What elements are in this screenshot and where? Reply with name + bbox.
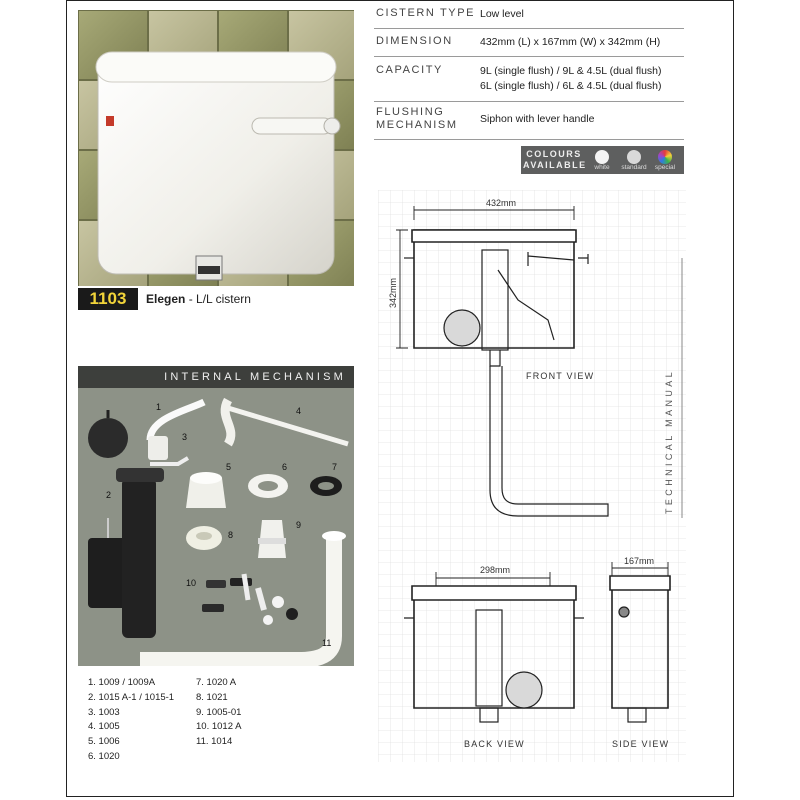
front-view-label: FRONT VIEW: [526, 371, 595, 381]
swatch-white: [595, 150, 609, 164]
mechanism-parts-illustration: [78, 388, 354, 666]
spec-value: 432mm (L) x 167mm (W) x 342mm (H): [480, 36, 661, 48]
part-item: 4. 1005: [88, 721, 120, 733]
technical-manual-text: TECHNICAL MANUAL: [664, 368, 674, 514]
part-item: 10. 1012 A: [196, 721, 242, 733]
callout-number: 11: [322, 638, 332, 648]
product-name: Elegen: [146, 292, 186, 306]
dim-height-label: 342mm: [388, 277, 398, 308]
spec-divider: [374, 139, 684, 140]
spec-label: CAPACITY: [376, 64, 443, 76]
colours-label: [523, 149, 585, 171]
part-item: 7. 1020 A: [196, 677, 237, 688]
swatch-special: [658, 150, 672, 164]
colours-available-panel: [521, 146, 684, 174]
technical-drawing: [378, 190, 686, 762]
part-item: 9. 1005-01: [196, 706, 242, 718]
parts-list-right: [196, 676, 241, 750]
callout-number: 10: [186, 578, 197, 588]
callout-number: 3: [182, 432, 188, 442]
spec-value: 9L (single flush) / 9L & 4.5L (dual flush): [480, 65, 662, 77]
spec-divider: [374, 28, 684, 29]
part-item: 2. 1015 A-1 / 1015-1: [88, 691, 175, 703]
internal-mechanism-panel: [78, 366, 354, 666]
spec-divider: [374, 101, 684, 102]
swatch-standard: [627, 150, 641, 164]
callout-number: 6: [282, 462, 288, 472]
part-item: 1. 1009 / 1009A: [88, 677, 156, 688]
spec-label-2: MECHANISM: [376, 119, 458, 131]
spec-value: Siphon with lever handle: [480, 113, 595, 125]
spec-label: CISTERN TYPE: [376, 7, 476, 19]
product-photo: [78, 10, 354, 286]
callout-number: 8: [228, 530, 234, 540]
callout-number: 4: [296, 406, 302, 416]
part-item: 6. 1020: [88, 750, 120, 762]
callout-number: 9: [296, 520, 302, 530]
spec-label: DIMENSION: [376, 35, 453, 47]
cistern-photo-image: [78, 10, 354, 286]
colours-label-line1: COLOURS: [526, 149, 582, 159]
callout-number: 1: [156, 402, 162, 412]
dim-length-label: 432mm: [486, 198, 517, 208]
spec-value: Low level: [480, 8, 524, 20]
product-code-badge: 1103: [78, 288, 138, 310]
spec-value-2: 6L (single flush) / 6L & 4.5L (dual flush): [480, 80, 662, 92]
technical-manual-label: [660, 258, 690, 518]
part-item: 3. 1003: [88, 706, 120, 718]
product-title: [146, 288, 251, 310]
part-item: 11. 1014: [196, 736, 233, 748]
back-view-label: BACK VIEW: [464, 739, 525, 749]
parts-list-left: [88, 676, 174, 765]
swatch-caption: special: [654, 164, 676, 171]
colours-label-line2: AVAILABLE: [523, 160, 587, 170]
side-view-label: SIDE VIEW: [612, 739, 670, 749]
dim-back-label: 298mm: [480, 565, 511, 575]
callout-number: 2: [106, 490, 112, 500]
product-subtitle: - L/L cistern: [185, 292, 251, 306]
callout-number: 7: [332, 462, 338, 472]
dim-side-label: 167mm: [624, 556, 655, 566]
mechanism-title: INTERNAL MECHANISM: [78, 366, 354, 388]
part-item: 8. 1021: [196, 691, 228, 703]
callout-number: 5: [226, 462, 232, 472]
spec-divider: [374, 56, 684, 57]
spec-label: FLUSHING: [376, 106, 445, 118]
swatch-caption: standard: [621, 164, 647, 171]
part-item: 5. 1006: [88, 736, 120, 748]
swatch-caption: white: [594, 164, 610, 171]
